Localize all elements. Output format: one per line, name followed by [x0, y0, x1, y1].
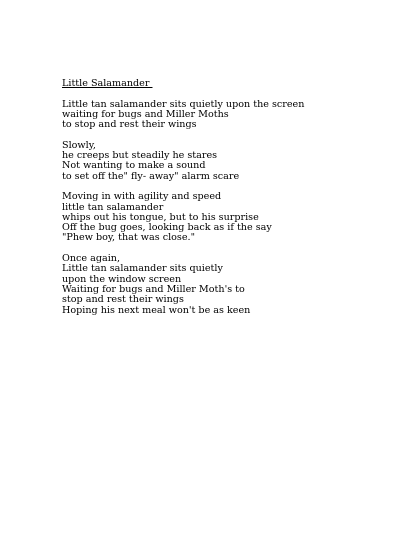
- poem-line: Not wanting to make a sound: [62, 160, 206, 172]
- poem-line: upon the window screen: [62, 273, 182, 285]
- poem-line: stop and rest their wings: [62, 294, 184, 306]
- stanza-4: [62, 254, 402, 316]
- poem-line: little tan salamander: [62, 201, 164, 213]
- stanza-2: [62, 141, 402, 182]
- poem-line: Little tan salamander sits quietly: [62, 263, 223, 275]
- poem: [62, 79, 402, 316]
- poem-line: to set off the" fly- away" alarm scare: [62, 170, 240, 182]
- poem-title: Little Salamander: [62, 78, 153, 89]
- poem-line: Off the bug goes, looking back as if the say: [62, 222, 272, 234]
- poem-line: Waiting for bugs and Miller Moth's to: [62, 283, 245, 295]
- poem-line: to stop and rest their wings: [62, 119, 197, 131]
- poem-line: he creeps but steadily he stares: [62, 150, 218, 162]
- poem-line: whips out his tongue, but to his surprise: [62, 211, 259, 223]
- poem-line: waiting for bugs and Miller Moths: [62, 108, 229, 120]
- poem-line: "Phew boy, that was close.": [62, 232, 195, 244]
- stanza-1: [62, 100, 402, 131]
- poem-line: Moving in with agility and speed: [62, 191, 222, 203]
- stanza-3: [62, 192, 402, 243]
- poem-line: Hoping his next meal won't be as keen: [62, 304, 251, 316]
- poem-line: Once again,: [62, 253, 121, 265]
- poem-line: Little tan salamander sits quietly upon the screen: [62, 98, 305, 110]
- poem-line: Slowly,: [62, 139, 96, 151]
